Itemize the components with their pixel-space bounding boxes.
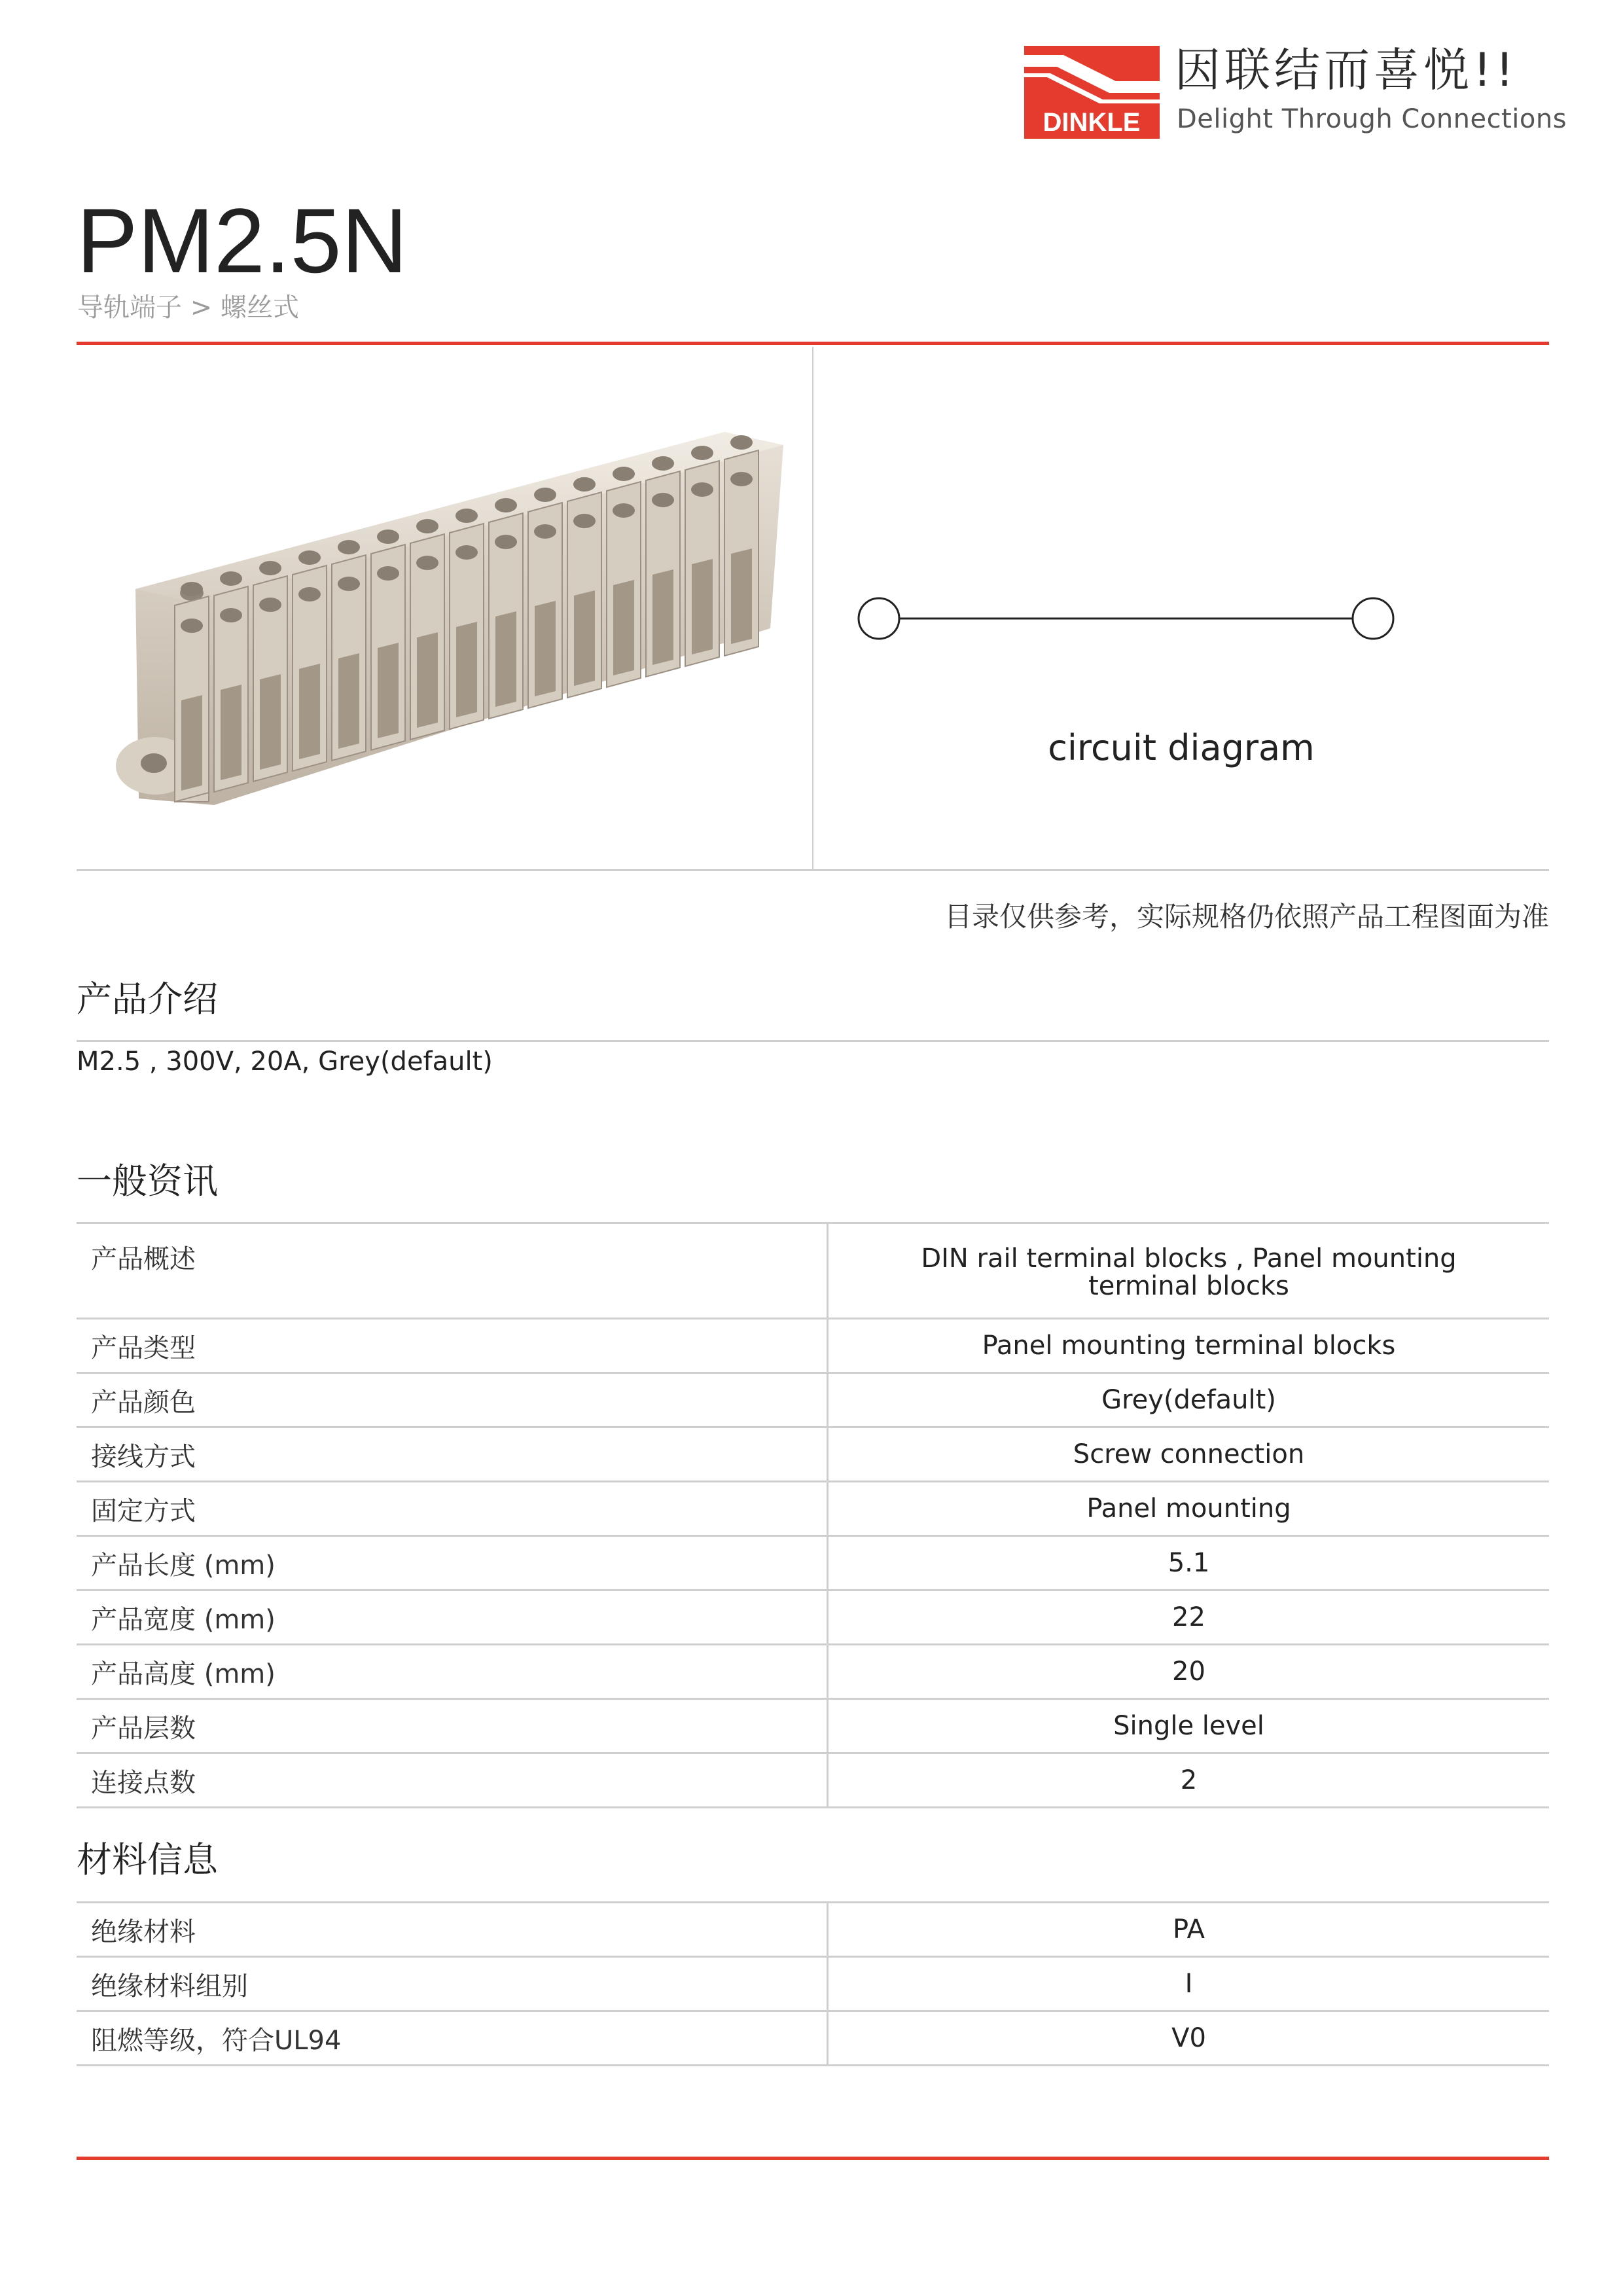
table-row <box>77 1590 1549 1645</box>
row-value: Panel mounting terminal blocks <box>828 1319 1550 1373</box>
general-title: 一般资讯 <box>77 1160 218 1202</box>
row-label: 绝缘材料组别 <box>77 1957 828 2011</box>
intro-title: 产品介绍 <box>77 978 218 1020</box>
reference-note: 目录仅供参考，实际规格仍依照产品工程图面为准 <box>944 901 1549 933</box>
circuit-diagram-label: circuit diagram <box>1048 727 1315 768</box>
row-value: V0 <box>828 2011 1550 2066</box>
row-value: Screw connection <box>828 1427 1550 1482</box>
material-table <box>77 1903 1549 2066</box>
row-label: 产品颜色 <box>77 1373 828 1427</box>
row-label: 阻燃等级，符合UL94 <box>77 2011 828 2066</box>
row-value: Single level <box>828 1699 1550 1753</box>
row-label: 连接点数 <box>77 1753 828 1808</box>
row-value: Grey(default) <box>828 1373 1550 1427</box>
table-row <box>77 1224 1549 1319</box>
brand-logo <box>1024 41 1567 139</box>
row-value: Panel mounting <box>828 1482 1550 1536</box>
row-value: 22 <box>828 1590 1550 1645</box>
table-row <box>77 1957 1549 2011</box>
bottom-divider <box>77 2157 1549 2160</box>
row-label: 接线方式 <box>77 1427 828 1482</box>
row-label: 绝缘材料 <box>77 1903 828 1957</box>
row-label: 产品高度 (mm) <box>77 1645 828 1699</box>
svg-text:DINKLE: DINKLE <box>1043 108 1141 137</box>
table-row <box>77 1373 1549 1427</box>
table-row <box>77 1903 1549 1957</box>
table-row <box>77 1536 1549 1590</box>
row-label: 产品层数 <box>77 1699 828 1753</box>
breadcrumb: 导轨端子 > 螺丝式 <box>77 293 299 323</box>
row-label: 固定方式 <box>77 1482 828 1536</box>
row-value: DIN rail terminal blocks , Panel mounting terminal blocks <box>828 1224 1550 1319</box>
table-row <box>77 2011 1549 2066</box>
image-bottom-rule <box>77 869 1549 871</box>
row-value: 20 <box>828 1645 1550 1699</box>
row-label: 产品宽度 (mm) <box>77 1590 828 1645</box>
row-label: 产品长度 (mm) <box>77 1536 828 1590</box>
intro-text: M2.5 , 300V, 20A, Grey(default) <box>77 1047 493 1077</box>
row-value: I <box>828 1957 1550 2011</box>
table-row <box>77 1427 1549 1482</box>
top-divider <box>77 342 1549 345</box>
brand-slogan-cn: 因联结而喜悦!! <box>1175 43 1518 97</box>
circuit-symbol-icon <box>813 347 1549 713</box>
page-title: PM2.5N <box>77 189 408 292</box>
table-row <box>77 1699 1549 1753</box>
product-image <box>77 347 813 870</box>
table-row <box>77 1645 1549 1699</box>
row-value: 5.1 <box>828 1536 1550 1590</box>
table-row <box>77 1319 1549 1373</box>
table-row <box>77 1753 1549 1808</box>
row-value: 2 <box>828 1753 1550 1808</box>
table-row <box>77 1482 1549 1536</box>
dinkle-logo-icon <box>1024 41 1160 139</box>
brand-slogan-en: Delight Through Connections <box>1177 104 1567 134</box>
row-label: 产品类型 <box>77 1319 828 1373</box>
general-table <box>77 1224 1549 1808</box>
row-value: PA <box>828 1903 1550 1957</box>
material-title: 材料信息 <box>77 1839 218 1880</box>
row-label: 产品概述 <box>77 1224 828 1319</box>
intro-rule <box>77 1040 1549 1042</box>
circuit-diagram <box>813 347 1549 869</box>
